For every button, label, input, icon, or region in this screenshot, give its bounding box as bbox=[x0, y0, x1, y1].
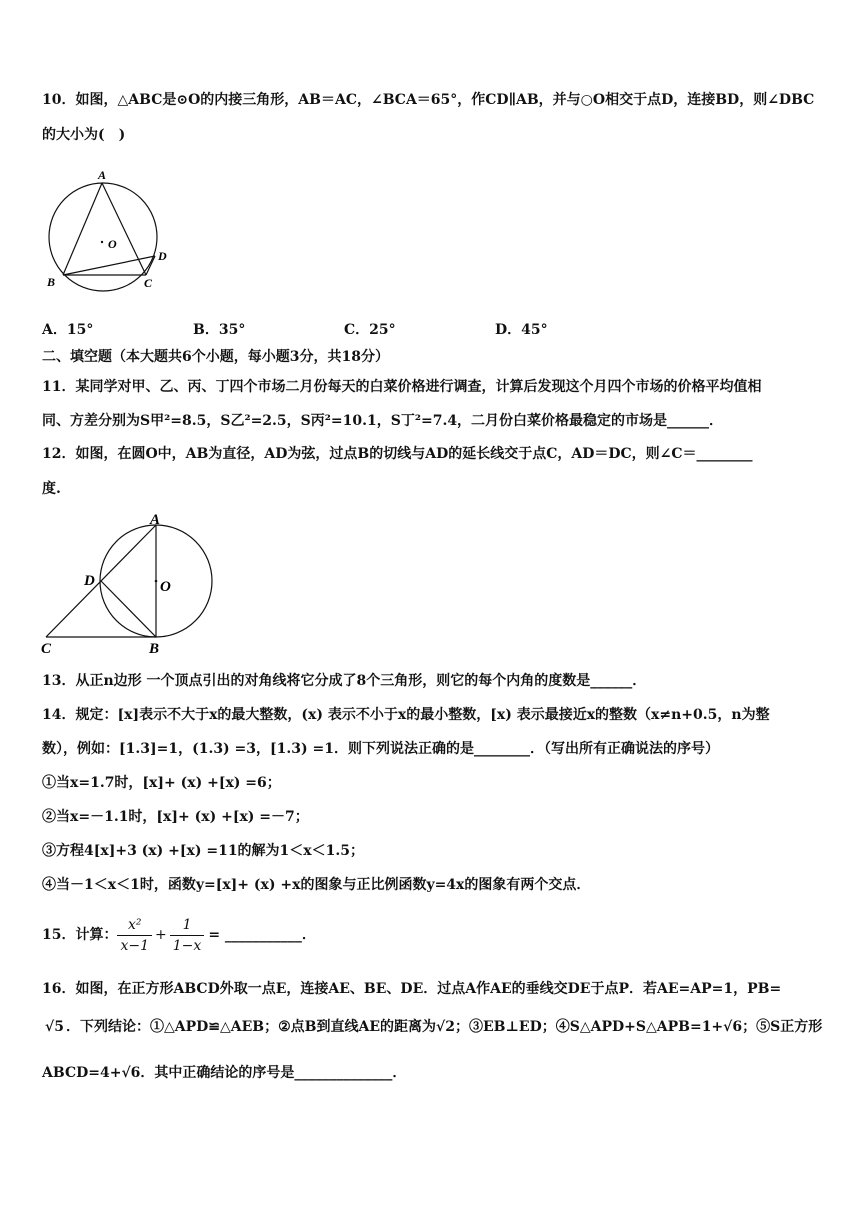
q14-line1: 14．规定：[x]表示不大于x的最大整数，(x) 表示不小于x的最小整数，[x) 表示最接近x的整数（x≠n+0.5，n为整 bbox=[42, 707, 770, 723]
q16-line3: ABCD=4+√6．其中正确结论的序号是______________． bbox=[42, 1065, 407, 1081]
label-o: O bbox=[108, 237, 117, 251]
q10-option-a: A．15° bbox=[42, 322, 94, 338]
q16-line2-text: ．下列结论：①△APD≌△AEB；②点B到直线AE的距离为√2；③EB⊥ED；④S△APD+S△APB=1+√6；⑤S正方形 bbox=[65, 1019, 823, 1035]
center-dot bbox=[101, 241, 103, 243]
q15-prefix: 15．计算： bbox=[42, 927, 118, 943]
q15-f2-numerator: 1 bbox=[170, 915, 205, 936]
segment-ab bbox=[63, 183, 102, 275]
label-c: C bbox=[41, 641, 52, 657]
q15-f1-denominator: x−1 bbox=[120, 937, 150, 954]
q12-line2: 度. bbox=[42, 481, 61, 497]
q15-f2-denominator: 1−x bbox=[172, 937, 202, 954]
q12-circle-figure bbox=[38, 508, 218, 658]
q10-circle-figure bbox=[42, 165, 172, 300]
q15-fraction-2 bbox=[170, 915, 205, 956]
label-a: A bbox=[98, 168, 107, 182]
label-a: A bbox=[150, 512, 161, 528]
center-dot bbox=[155, 580, 158, 583]
q10-option-c: C．25° bbox=[344, 322, 396, 338]
q11-line1: 11．某同学对甲、乙、丙、丁四个市场二月份每天的白菜价格进行调查，计算后发现这个月四个市场的价格平均值相 bbox=[42, 379, 762, 395]
q10-line1: 10．如图，△ABC是⊙O的内接三角形，AB＝AC，∠BCA＝65°，作CD∥AB，并与○O相交于点D，连接BD，则∠DBC bbox=[42, 92, 815, 108]
q10-option-b: B．35° bbox=[193, 322, 246, 338]
label-c: C bbox=[144, 276, 153, 290]
q16-sqrt5: √5 bbox=[45, 1019, 64, 1035]
q14-item-3: ③方程4[x]+3 (x) +[x) =11的解为1＜x＜1.5； bbox=[42, 843, 365, 859]
segment-cd bbox=[146, 256, 155, 275]
label-d: D bbox=[158, 249, 167, 263]
q14-item-2: ②当x=－1.1时，[x]+ (x) +[x) =－7； bbox=[42, 809, 309, 825]
q10-option-d: D．45° bbox=[495, 322, 548, 338]
label-d: D bbox=[84, 573, 95, 589]
q14-line2: 数），例如：[1.3]=1，(1.3) =3，[1.3) =1．则下列说法正确的是________．（写出所有正确说法的序号） bbox=[42, 741, 719, 757]
section-title: 二、填空题（本大题共6个小题，每小题3分，共18分） bbox=[42, 349, 389, 365]
q15 bbox=[42, 914, 316, 956]
q14-item-4: ④当－1＜x＜1时，函数y=[x]+ (x) +x的图象与正比例函数y=4x的图象有两个交点． bbox=[42, 877, 591, 893]
label-b: B bbox=[47, 275, 56, 289]
q16-line2 bbox=[42, 1017, 822, 1037]
q15-f1-numerator: x² bbox=[117, 915, 152, 936]
q15-suffix: = ___________． bbox=[208, 927, 316, 943]
q15-plus: + bbox=[155, 927, 167, 943]
q13: 13．从正n边形 一个顶点引出的对角线将它分成了8个三角形，则它的每个内角的度数是______． bbox=[42, 673, 647, 689]
segment-db bbox=[101, 581, 156, 637]
q16-line1: 16．如图，在正方形ABCD外取一点E，连接AE、BE、DE．过点A作AE的垂线交DE于点P．若AE=AP=1，PB= bbox=[42, 981, 782, 997]
q15-fraction-1 bbox=[117, 915, 152, 956]
q11-line2: 同、方差分别为S甲²=8.5，S乙²=2.5，S丙²=10.1，S丁²=7.4，二月份白菜价格最稳定的市场是______． bbox=[42, 413, 724, 429]
q12-line1: 12．如图，在圆O中，AB为直径，AD为弦，过点B的切线与AD的延长线交于点C，AD＝DC，则∠C＝________ bbox=[42, 446, 753, 462]
label-o: O bbox=[160, 579, 171, 595]
q14-item-1: ①当x=1.7时，[x]+ (x) +[x) =6； bbox=[42, 775, 281, 791]
q10-line2: 的大小为( ) bbox=[42, 127, 126, 143]
label-b: B bbox=[149, 641, 160, 657]
